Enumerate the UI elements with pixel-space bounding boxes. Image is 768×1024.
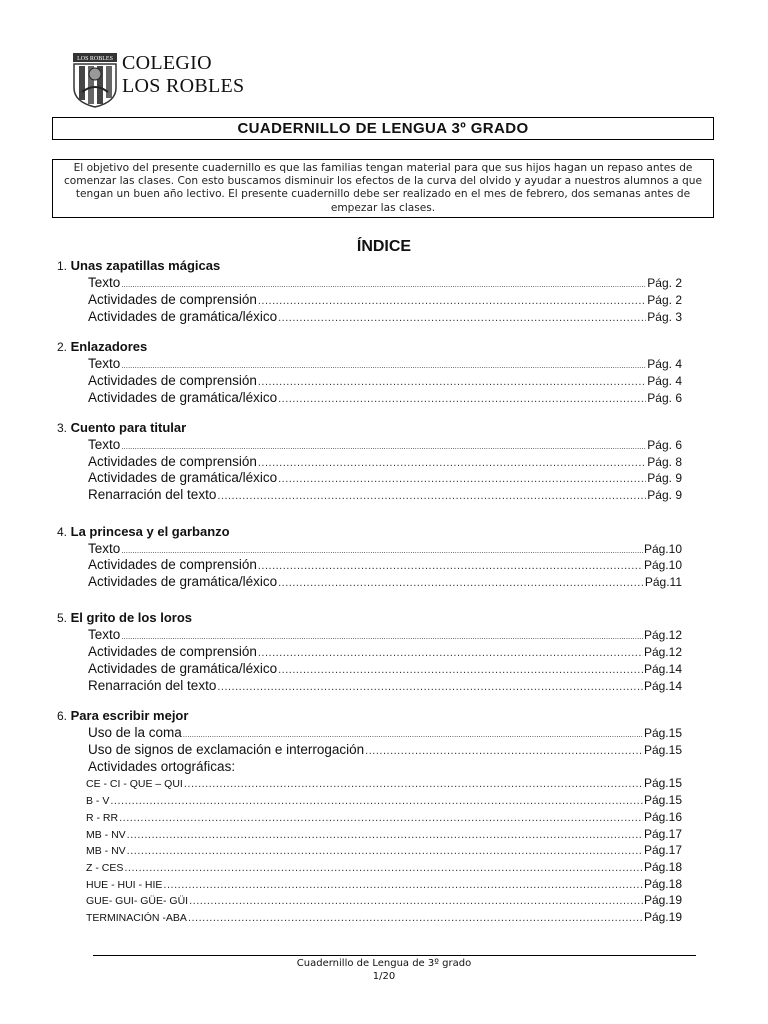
- toc-dot-leader: [184, 778, 643, 790]
- toc-entry-page: Pág.18: [643, 877, 682, 891]
- toc-entry: [88, 557, 682, 573]
- toc-dot-leader: [258, 457, 646, 469]
- toc-entry: [88, 725, 682, 741]
- section-title: Cuento para titular: [70, 420, 187, 435]
- toc-entry-label: Actividades de gramática/léxico: [88, 390, 278, 405]
- toc-entry: [88, 437, 682, 453]
- section-number: 3.: [57, 421, 68, 435]
- toc-dot-leader: [189, 895, 643, 907]
- toc-entry-page: Pág.14: [643, 679, 682, 693]
- toc-entry-label: Texto: [88, 356, 121, 371]
- toc-dot-leader: [217, 490, 646, 502]
- toc-dot-leader: [121, 361, 646, 370]
- toc-entry-page: Pág.18: [643, 860, 682, 874]
- toc-entry-page: Pág.17: [643, 843, 682, 857]
- toc-entry-page: Pág. 9: [647, 488, 682, 502]
- toc-entry: [88, 373, 682, 389]
- toc-dot-leader: [127, 829, 643, 841]
- footer-divider: [93, 955, 696, 956]
- toc-dot-leader: [365, 745, 643, 757]
- section-number: 4.: [57, 525, 68, 539]
- toc-entry-page: Pág.10: [643, 558, 682, 572]
- toc-entry: [86, 776, 682, 792]
- toc-entry: [88, 759, 682, 775]
- toc-entry-label: CE - CI - QUE – QUI: [86, 778, 183, 790]
- document-title: CUADERNILLO DE LENGUA 3º GRADO: [52, 117, 714, 140]
- toc-entry-page: Pág. 4: [647, 357, 682, 371]
- section-title: Para escribir mejor: [70, 708, 189, 723]
- toc-entry: [88, 470, 682, 486]
- toc-entry-page: Pág. 2: [647, 293, 682, 307]
- toc-dot-leader: [121, 632, 643, 641]
- toc-dot-leader: [127, 845, 643, 857]
- toc-entry-page: Pág.15: [643, 793, 682, 807]
- toc-entry-label: Uso de la coma: [88, 725, 182, 740]
- section-heading: [57, 610, 192, 625]
- svg-text:LOS ROBLES: LOS ROBLES: [77, 56, 113, 62]
- toc-entry-label: Actividades de gramática/léxico: [88, 661, 278, 676]
- toc-entry-page: Pág. 3: [647, 310, 682, 324]
- toc-entry-label: TERMINACIÓN -ABA: [86, 912, 187, 924]
- toc-entry-label: Texto: [88, 541, 121, 556]
- toc-entry-label: B - V: [86, 795, 110, 807]
- toc-entry-label: Actividades de comprensión: [88, 454, 257, 469]
- toc-entry: [88, 661, 682, 677]
- section-heading: [57, 708, 188, 723]
- toc-entry-page: Pág.15: [643, 743, 682, 757]
- toc-dot-leader: [278, 312, 646, 324]
- toc-entry-page: Pág. 9: [647, 471, 682, 485]
- toc-dot-leader: [124, 862, 643, 874]
- toc-entry-page: Pág. 4: [647, 374, 682, 388]
- toc-entry: [88, 390, 682, 406]
- toc-entry: [88, 292, 682, 308]
- toc-entry-page: Pág.19: [643, 893, 682, 907]
- toc-entry: [86, 910, 682, 926]
- toc-dot-leader: [278, 577, 644, 589]
- toc-dot-leader: [121, 546, 643, 555]
- toc-entry-label: Actividades de comprensión: [88, 644, 257, 659]
- toc-entry-page: Pág.15: [643, 726, 682, 740]
- section-heading: [57, 339, 147, 354]
- toc-entry-label: Texto: [88, 627, 121, 642]
- toc-entry: [86, 860, 682, 876]
- toc-entry: [86, 893, 682, 909]
- toc-dot-leader: [121, 442, 646, 451]
- toc-entry-label: Actividades de comprensión: [88, 292, 257, 307]
- toc-dot-leader: [217, 681, 643, 693]
- toc-entry: [88, 742, 682, 758]
- section-number: 1.: [57, 259, 68, 273]
- toc-entry: [88, 487, 682, 503]
- toc-dot-leader: [278, 664, 643, 676]
- intro-paragraph: El objetivo del presente cuadernillo es que las familias tengan material para que sus hijos hagan un repaso antes de comenzar las clases. Con esto buscamos disminuir los efectos de la curva del olvido y ayudar a nuestros alumnos a que tengan un buen año lectivo. El presente cuadernillo debe ser realizado en el mes de febrero, dos semanas antes de empezar las clases.: [52, 159, 714, 218]
- school-name-line2: LOS ROBLES: [122, 75, 245, 97]
- toc-entry-label: Renarración del texto: [88, 678, 217, 693]
- section-heading: [57, 524, 230, 539]
- toc-entry-page: Pág.12: [643, 628, 682, 642]
- toc-entry-label: Actividades de gramática/léxico: [88, 309, 278, 324]
- toc-dot-leader: [121, 280, 646, 289]
- toc-entry: [86, 810, 682, 826]
- toc-dot-leader: [258, 647, 643, 659]
- toc-entry-label: GUE- GUI- GÜE- GÜI: [86, 895, 189, 907]
- section-heading: [57, 258, 220, 273]
- toc-dot-leader: [258, 560, 643, 572]
- toc-dot-leader: [110, 795, 643, 807]
- toc-entry-label: HUE - HUI - HIE: [86, 879, 163, 891]
- toc-dot-leader: [163, 879, 643, 891]
- toc-entry-label: Actividades de comprensión: [88, 557, 257, 572]
- toc-entry: [86, 877, 682, 893]
- toc-entry-label: MB - NV: [86, 829, 126, 841]
- toc-entry-page: Pág. 6: [647, 438, 682, 452]
- section-title: El grito de los loros: [70, 610, 192, 625]
- toc-dot-leader: [278, 473, 646, 485]
- toc-entry: [88, 541, 682, 557]
- toc-entry-label: R - RR: [86, 812, 119, 824]
- toc-entry: [88, 644, 682, 660]
- toc-entry-page: Pág.10: [643, 542, 682, 556]
- toc-entry-page: Pág.17: [643, 827, 682, 841]
- toc-dot-leader: [119, 812, 643, 824]
- index-heading: ÍNDICE: [356, 238, 412, 255]
- toc-entry-page: Pág.12: [643, 645, 682, 659]
- toc-entry: [88, 627, 682, 643]
- toc-entry: [88, 454, 682, 470]
- toc-entry-label: Actividades de gramática/léxico: [88, 470, 278, 485]
- toc-entry: [88, 574, 682, 590]
- section-title: La princesa y el garbanzo: [70, 524, 230, 539]
- section-title: Unas zapatillas mágicas: [70, 258, 221, 273]
- toc-dot-leader: [278, 393, 646, 405]
- toc-entry: [88, 309, 682, 325]
- toc-entry: [88, 356, 682, 372]
- toc-entry-page: Pág. 6: [647, 391, 682, 405]
- toc-entry-page: Pág.19: [643, 910, 682, 924]
- toc-entry-page: Pág.14: [643, 662, 682, 676]
- toc-entry-label: MB - NV: [86, 845, 126, 857]
- toc-entry-page: Pág.16: [643, 810, 682, 824]
- section-number: 6.: [57, 709, 68, 723]
- section-number: 5.: [57, 611, 68, 625]
- section-heading: [57, 420, 186, 435]
- toc-entry: [88, 275, 682, 291]
- footer-text: Cuadernillo de Lengua de 3º grado: [296, 958, 472, 969]
- section-number: 2.: [57, 340, 68, 354]
- footer-page-number: 1/20: [372, 971, 396, 982]
- toc-entry-label: Renarración del texto: [88, 487, 217, 502]
- toc-entry: [86, 793, 682, 809]
- school-logo: [72, 52, 272, 110]
- toc-entry-label: Texto: [88, 275, 121, 290]
- school-name-line1: COLEGIO: [122, 52, 212, 74]
- toc-entry-page: Pág.15: [643, 776, 682, 790]
- toc-entry-page: Pág. 2: [647, 276, 682, 290]
- toc-entry: [86, 827, 682, 843]
- toc-entry-label: Uso de signos de exclamación e interrogación: [88, 742, 365, 757]
- school-crest-icon: [72, 52, 118, 108]
- toc-entry-label: Z - CES: [86, 862, 124, 874]
- toc-entry-page: Pág.11: [644, 575, 682, 589]
- toc-entry-label: Actividades ortográficas:: [88, 759, 236, 774]
- toc-entry-label: Texto: [88, 437, 121, 452]
- toc-entry-label: Actividades de gramática/léxico: [88, 574, 278, 589]
- section-title: Enlazadores: [70, 339, 148, 354]
- toc-entry: [88, 678, 682, 694]
- toc-dot-leader: [188, 912, 643, 924]
- toc-entry-page: Pág. 8: [647, 455, 682, 469]
- toc-dot-leader: [183, 730, 643, 739]
- toc-dot-leader: [258, 376, 646, 388]
- toc-entry: [86, 843, 682, 859]
- toc-entry-label: Actividades de comprensión: [88, 373, 257, 388]
- school-name: [122, 52, 244, 98]
- toc-dot-leader: [258, 295, 646, 307]
